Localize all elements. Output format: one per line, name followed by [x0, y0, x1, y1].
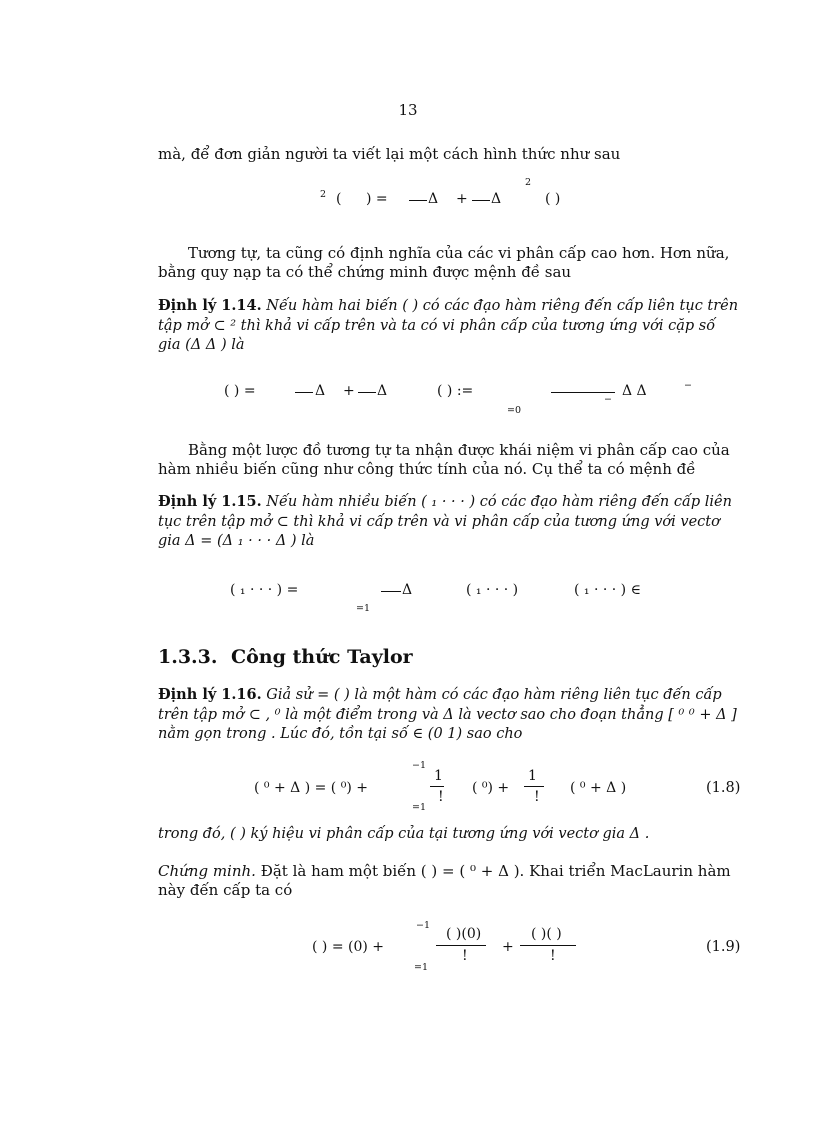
eq-1-8-frac1-denominator: ! [438, 789, 444, 805]
theorem-1-15 [158, 492, 740, 552]
proof-paragraph [158, 862, 740, 900]
eq-1-8-fraction-bar-1 [430, 786, 444, 787]
eq-d2-superscript: 2 [320, 189, 327, 200]
eq-1-9-fraction-bar-1 [436, 945, 486, 946]
section-heading [158, 646, 413, 668]
eq-1-9-frac1-numerator: ( )(0) [446, 926, 482, 942]
eq-1-14-fraction-bar-1 [295, 392, 313, 393]
theorem-1-16-body: Giả sử = ( ) là một hàm có các đạo hàm riêng liên tục đến cấp trên tập mở ⊂ , ⁰ là một điểm trong và Δ là vectơ sao cho đoạn thẳng [ ⁰ ⁰ + Δ ] nằm gọn trong . Lúc đó, tồn tại số ∈ (0 1) sao cho [158, 687, 737, 742]
theorem-1-14-body: Nếu hàm hai biến ( ) có các đạo hàm riêng đến cấp liên tục trên tập mở ⊂ ² thì khả vi cấp trên và ta có vi phân cấp của tương ứng với cặp số gia (Δ Δ ) là [158, 298, 739, 353]
eq-1-14-deltas: Δ Δ [622, 383, 647, 399]
theorem-1-14-label: Định lý 1.14. [158, 297, 262, 314]
eq-1-15-domain: ( ₁ · · · ) ∈ [574, 582, 641, 598]
eq-1-14-plus: + [343, 383, 355, 399]
eq-1-8-frac2-numerator: 1 [528, 768, 537, 784]
eq-1-8-sum-upper: −1 [412, 760, 427, 771]
eq-1-14-delta-1: Δ [315, 383, 326, 399]
eq-1-9-fraction-bar-2 [520, 945, 576, 946]
eq-d2-plus: + [456, 191, 468, 207]
eq-1-14-fraction-bar-2 [358, 392, 376, 393]
eq-1-15-fraction-bar [381, 591, 401, 592]
eq-1-14-left: ( ) = [224, 383, 256, 399]
eq-1-15-delta: Δ [402, 582, 413, 598]
eq-1-14-fraction-bar-3 [551, 392, 615, 393]
eq-1-15-sum-lower: =1 [356, 603, 371, 614]
eq-d2-power: 2 [525, 177, 532, 188]
eq-1-9-plus: + [502, 939, 514, 955]
eq-1-8-left: ( ⁰ + Δ ) = ( ⁰) + [254, 780, 368, 796]
equation-1-8-note-text: trong đó, ( ) ký hiệu vi phân cấp của tại tương ứng với vectơ gia Δ . [158, 826, 650, 842]
eq-1-9-sum-lower: =1 [414, 962, 429, 973]
page-number: 13 [398, 101, 418, 119]
eq-1-9-left: ( ) = (0) + [312, 939, 385, 955]
eq-1-14-superscript: − [684, 380, 692, 391]
eq-1-14-definition: ( ) := [437, 383, 474, 399]
eq-1-9-frac2-denominator: ! [550, 948, 556, 964]
eq-d2-delta-2: Δ [491, 191, 502, 207]
eq-1-14-sum-lower: =0 [507, 405, 522, 416]
eq-1-8-number: (1.8) [706, 780, 741, 796]
eq-1-8-right: ( ⁰ + Δ ) [570, 780, 627, 796]
theorem-1-15-label: Định lý 1.15. [158, 493, 262, 510]
eq-1-9-frac1-denominator: ! [462, 948, 468, 964]
theorem-1-14 [158, 296, 740, 356]
section-title: Công thức Taylor [231, 646, 413, 668]
proof-label: Chứng minh. [158, 862, 256, 880]
eq-d2-delta-1: Δ [428, 191, 439, 207]
eq-d2-fraction-bar-1 [409, 200, 427, 201]
intro-paragraph: mà, để đơn giản người ta viết lại một cách hình thức như sau [158, 145, 621, 163]
eq-d2-open-paren: ( [336, 191, 342, 207]
eq-d2-equals: ) = [366, 191, 388, 207]
eq-1-8-frac1-numerator: 1 [434, 768, 443, 784]
paragraph-higher-order: Tương tự, ta cũng có định nghĩa của các vi phân cấp cao hơn. Hơn nữa, bằng quy nạp ta có thể chứng minh được mệnh đề sau [158, 244, 730, 281]
eq-d2-parens: ( ) [545, 191, 561, 207]
paragraph-many-variables: Bằng một lược đồ tương tự ta nhận được khái niệm vi phân cấp cao của hàm nhiều biến cũng như công thức tính của nó. Cụ thể ta có mệnh đề [158, 441, 730, 478]
proof-text: Đặt là ham một biến ( ) = ( ⁰ + Δ ). Khai triển MacLaurin hàm này đến cấp ta có [158, 862, 731, 899]
eq-1-15-middle: ( ₁ · · · ) [466, 582, 519, 598]
section-number: 1.3.3. [158, 646, 218, 668]
theorem-1-16-label: Định lý 1.16. [158, 686, 262, 703]
equation-1-8-note [158, 825, 740, 845]
eq-1-8-fraction-bar-2 [524, 786, 544, 787]
eq-1-9-sum-upper: −1 [416, 920, 431, 931]
eq-1-8-sum-lower: =1 [412, 802, 427, 813]
eq-1-9-frac2-numerator: ( )( ) [531, 926, 562, 942]
theorem-1-16 [158, 685, 740, 745]
eq-1-8-middle: ( ⁰) + [472, 780, 510, 796]
eq-1-8-frac2-denominator: ! [534, 789, 540, 805]
theorem-1-15-body: Nếu hàm nhiều biến ( ₁ · · · ) có các đạo hàm riêng đến cấp liên tục trên tập mở ⊂ thì khả vi cấp trên và vi phân cấp của tương ứng với vectơ gia Δ = (Δ ₁ · · · Δ ) là [158, 494, 732, 549]
eq-d2-fraction-bar-2 [472, 200, 490, 201]
eq-1-9-number: (1.9) [706, 939, 741, 955]
eq-1-14-subscript: − [604, 394, 612, 405]
eq-1-15-left: ( ₁ · · · ) = [230, 582, 299, 598]
eq-1-14-delta-2: Δ [377, 383, 388, 399]
